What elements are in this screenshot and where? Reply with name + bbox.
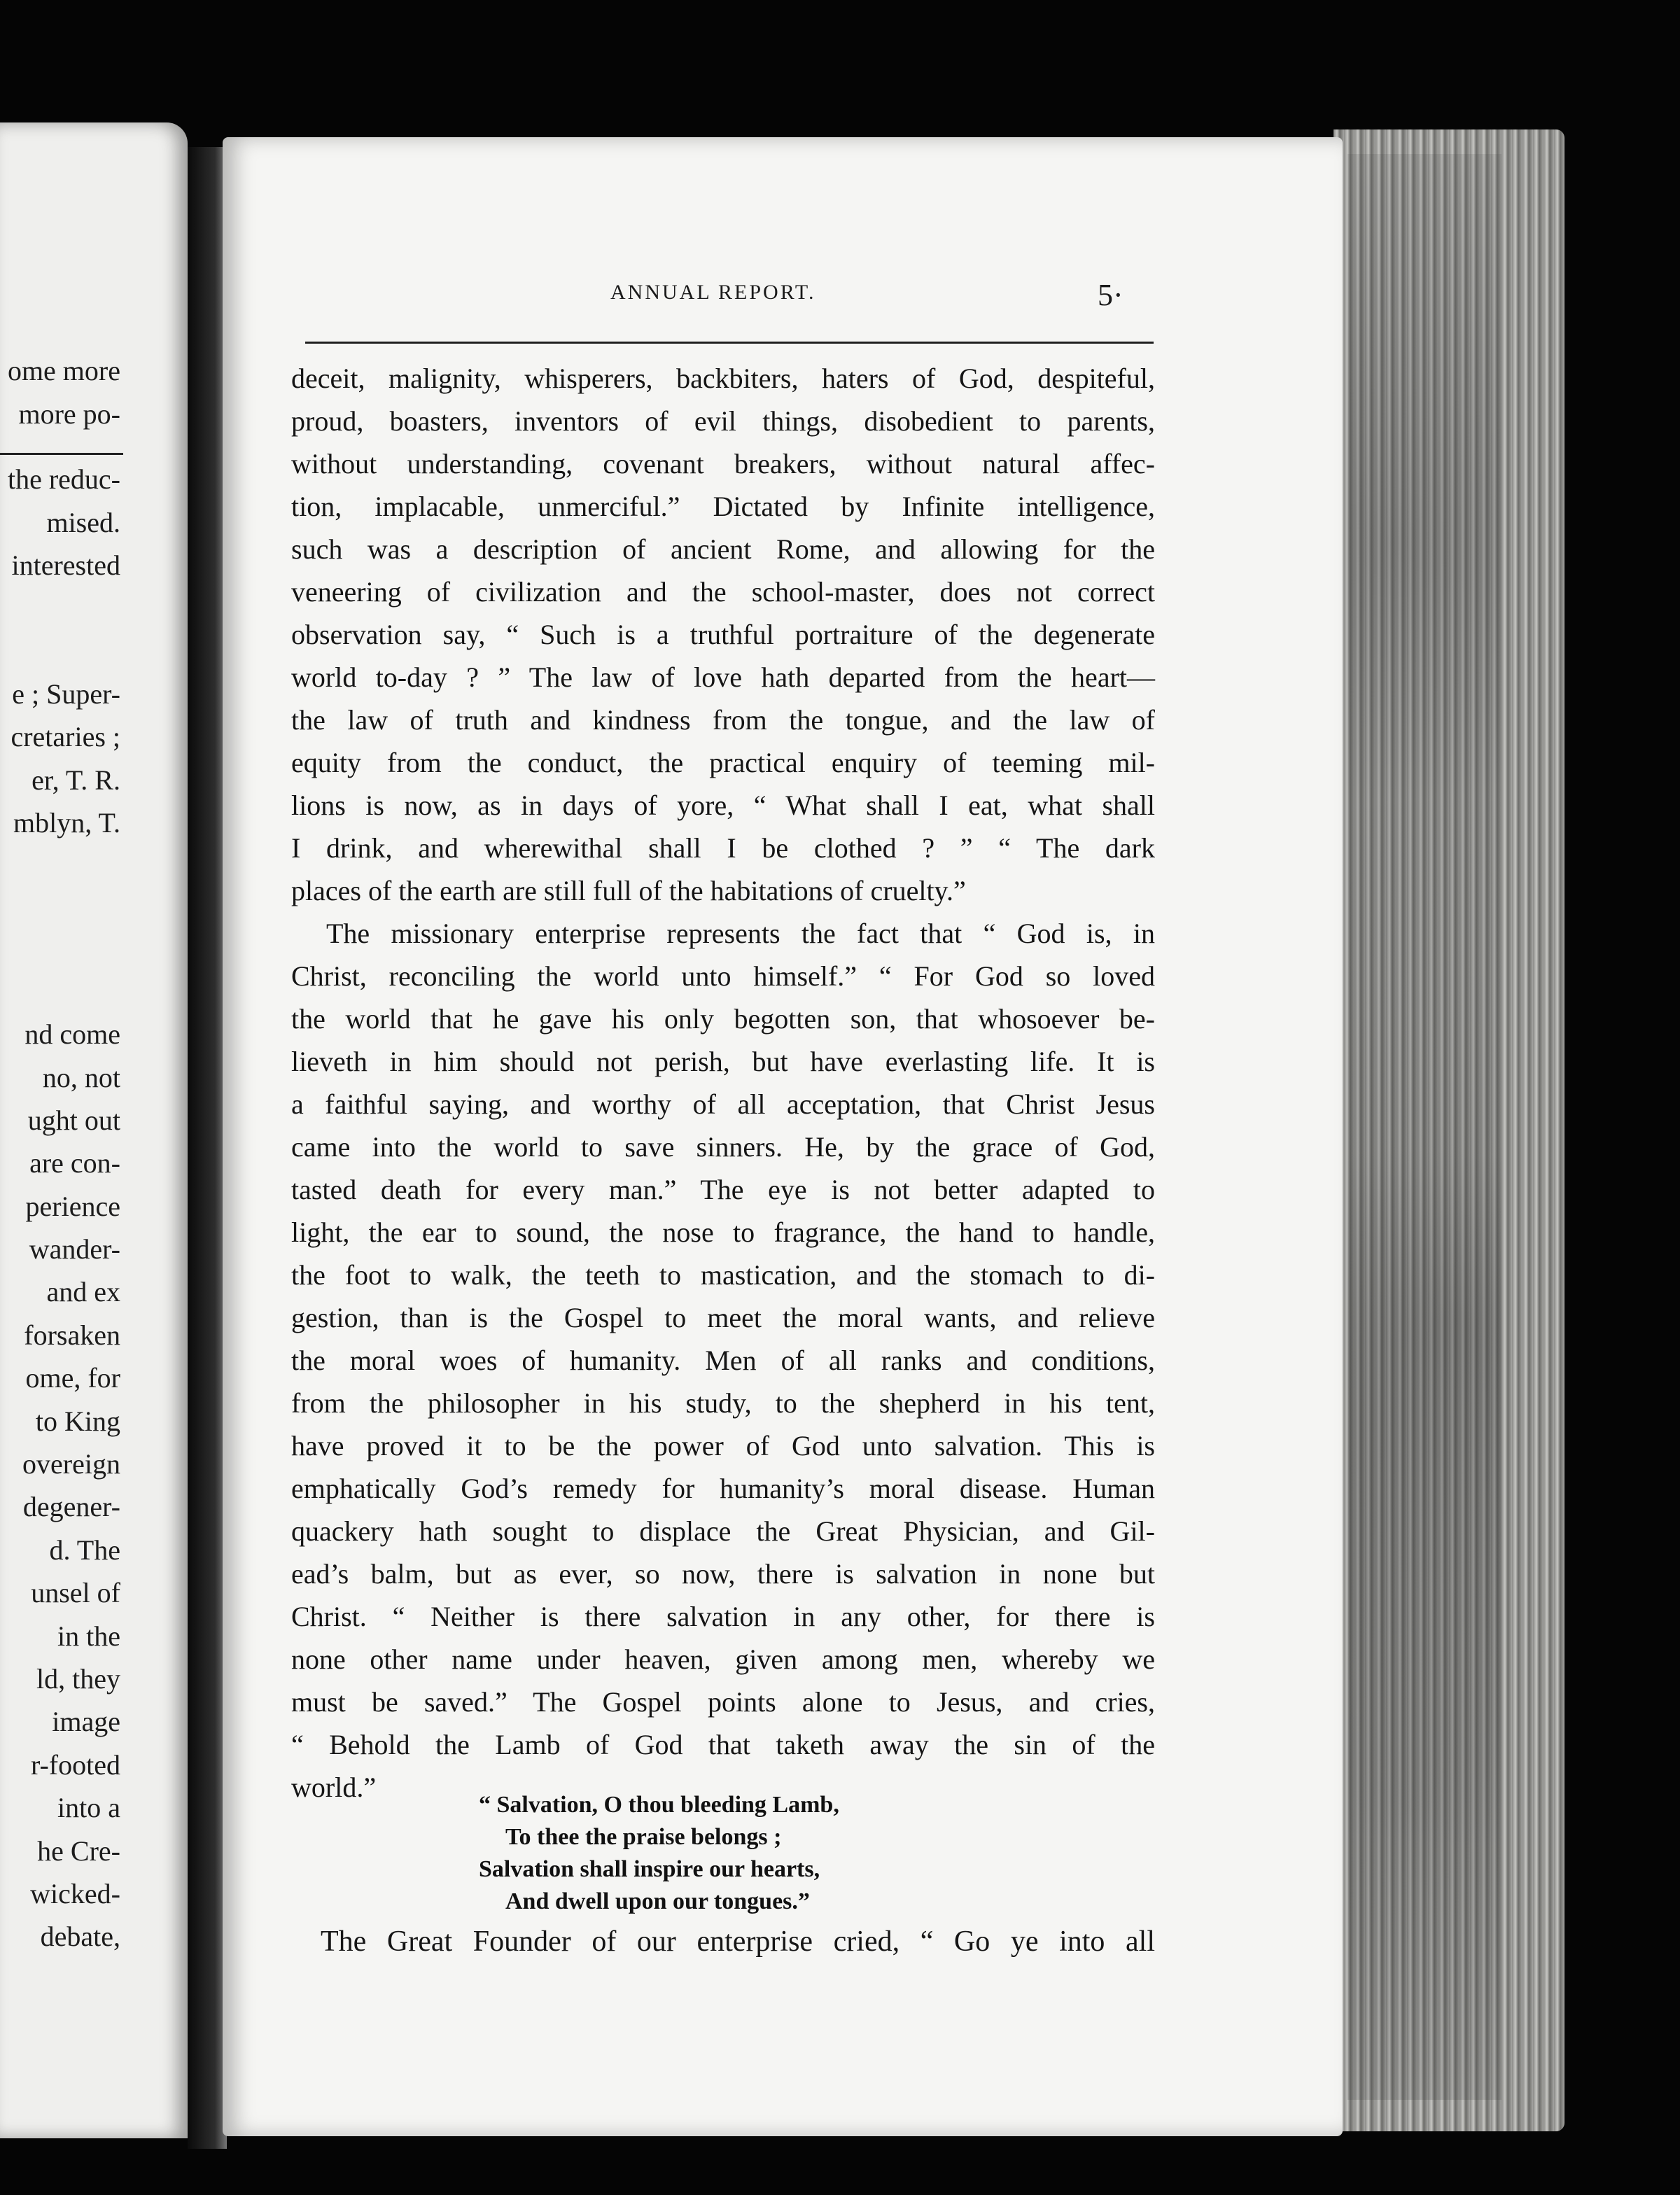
text-line: Christ. “ Neither is there salvation in any other, for there is <box>291 1601 1155 1632</box>
text-line: from the philosopher in his study, to the shepherd in his tent, <box>291 1387 1155 1419</box>
left-page-line: mblyn, T. <box>13 807 120 839</box>
left-page-line: e ; Super- <box>12 678 120 710</box>
left-page-line: the reduc- <box>7 463 120 495</box>
left-page-line: overeign <box>22 1448 120 1480</box>
left-page-line: and ex <box>46 1276 120 1307</box>
left-page-rule <box>0 453 123 455</box>
text-line: ead’s balm, but as ever, so now, there is salvation in none but <box>291 1558 1155 1590</box>
text-line: the foot to walk, the teeth to mastication, and the stomach to di- <box>291 1259 1155 1291</box>
text-line: “ Behold the Lamb of God that taketh away the sin of the <box>291 1729 1155 1760</box>
left-page-line: in the <box>57 1620 120 1652</box>
text-line: Christ, reconciling the world unto himself.” “ For God so loved <box>291 960 1155 992</box>
left-page-line: debate, <box>40 1921 120 1952</box>
hymn-verse <box>291 1789 1155 1918</box>
left-page-line: he Cre- <box>37 1835 120 1867</box>
verse-line: Salvation shall inspire our hearts, <box>479 1856 820 1882</box>
left-page-line: to King <box>35 1405 120 1437</box>
text-line: emphatically God’s remedy for humanity’s moral disease. Human <box>291 1473 1155 1504</box>
left-page-line: d. The <box>49 1534 120 1566</box>
verse-line: And dwell upon our tongues.” <box>505 1888 810 1914</box>
text-line: the world that he gave his only begotten son, that whosoever be- <box>291 1003 1155 1035</box>
text-line: light, the ear to sound, the nose to fragrance, the hand to handle, <box>291 1216 1155 1248</box>
text-line: The missionary enterprise represents the fact that “ God is, in <box>326 918 1155 949</box>
text-line: lions is now, as in days of yore, “ What shall I eat, what shall <box>291 790 1155 821</box>
final-text-line: The Great Founder of our enterprise cried, “ Go ye into all <box>321 1926 1155 1958</box>
left-page-line: degener- <box>22 1491 120 1522</box>
text-line: I drink, and wherewithal shall I be clothed ? ” “ The dark <box>291 832 1155 864</box>
text-line: proud, boasters, inventors of evil things, disobedient to parents, <box>291 405 1155 437</box>
text-line: quackery hath sought to displace the Great Physician, and Gil- <box>291 1515 1155 1547</box>
text-line: gestion, than is the Gospel to meet the moral wants, and relieve <box>291 1302 1155 1333</box>
left-page-line: ome, for <box>25 1362 120 1394</box>
text-line: veneering of civilization and the school-master, does not correct <box>291 576 1155 608</box>
left-page-line: nd come <box>24 1018 120 1050</box>
text-line: the moral woes of humanity. Men of all ranks and conditions, <box>291 1345 1155 1376</box>
text-line: such was a description of ancient Rome, and allowing for the <box>291 533 1155 565</box>
left-page-line: image <box>52 1706 120 1737</box>
text-line: must be saved.” The Gospel points alone to Jesus, and cries, <box>291 1686 1155 1718</box>
left-page-line: are con- <box>29 1147 120 1179</box>
text-line: none other name under heaven, given among men, whereby we <box>291 1643 1155 1675</box>
text-line: without understanding, covenant breakers, without natural affec- <box>291 448 1155 479</box>
verse-line: “ Salvation, O thou bleeding Lamb, <box>479 1792 839 1818</box>
text-line: the law of truth and kindness from the tongue, and the law of <box>291 704 1155 736</box>
text-line: came into the world to save sinners. He, by the grace of God, <box>291 1131 1155 1163</box>
left-page-line: er, T. R. <box>31 764 120 796</box>
left-page-line: interested <box>11 549 120 581</box>
header-rule <box>305 342 1154 344</box>
left-page <box>0 122 188 2138</box>
left-page-line: ld, they <box>36 1663 120 1695</box>
body-text <box>291 357 1155 1809</box>
left-page-line: perience <box>25 1191 120 1222</box>
page-edge-foxing <box>1348 154 1502 2100</box>
left-page-line: ome more <box>7 355 120 386</box>
left-page-line: wander- <box>29 1233 120 1265</box>
text-line: deceit, malignity, whisperers, backbiters, haters of God, despiteful, <box>291 363 1155 394</box>
left-page-line: unsel of <box>31 1577 120 1608</box>
text-line: world.” <box>291 1772 377 1803</box>
page-number: 5· <box>1098 278 1124 312</box>
left-page-line: r-footed <box>30 1749 120 1781</box>
left-page-line: no, not <box>42 1062 120 1093</box>
text-line: lieveth in him should not perish, but have everlasting life. It is <box>291 1046 1155 1077</box>
text-line: tion, implacable, unmerciful.” Dictated by Infinite intelligence, <box>291 491 1155 522</box>
left-page-line: into a <box>57 1792 120 1823</box>
text-line: places of the earth are still full of the habitations of cruelty.” <box>291 875 966 906</box>
left-page-line: cretaries ; <box>10 721 120 752</box>
text-line: equity from the conduct, the practical enquiry of teeming mil- <box>291 747 1155 778</box>
text-line: observation say, “ Such is a truthful portraiture of the degenerate <box>291 619 1155 650</box>
running-head: ANNUAL REPORT. <box>610 281 816 304</box>
left-page-line: forsaken <box>24 1319 120 1351</box>
verse-line: To thee the praise belongs ; <box>505 1824 782 1850</box>
left-page-line: mised. <box>46 507 120 538</box>
text-line: world to-day ? ” The law of love hath departed from the heart— <box>291 661 1155 693</box>
left-page-line: wicked- <box>30 1878 120 1909</box>
book-gutter <box>188 147 227 2149</box>
text-line: tasted death for every man.” The eye is not better adapted to <box>291 1174 1155 1205</box>
text-line: have proved it to be the power of God unto salvation. This is <box>291 1430 1155 1461</box>
text-line: a faithful saying, and worthy of all acceptation, that Christ Jesus <box>291 1088 1155 1120</box>
left-page-line: more po- <box>18 398 120 430</box>
left-page-line: ught out <box>27 1104 120 1136</box>
